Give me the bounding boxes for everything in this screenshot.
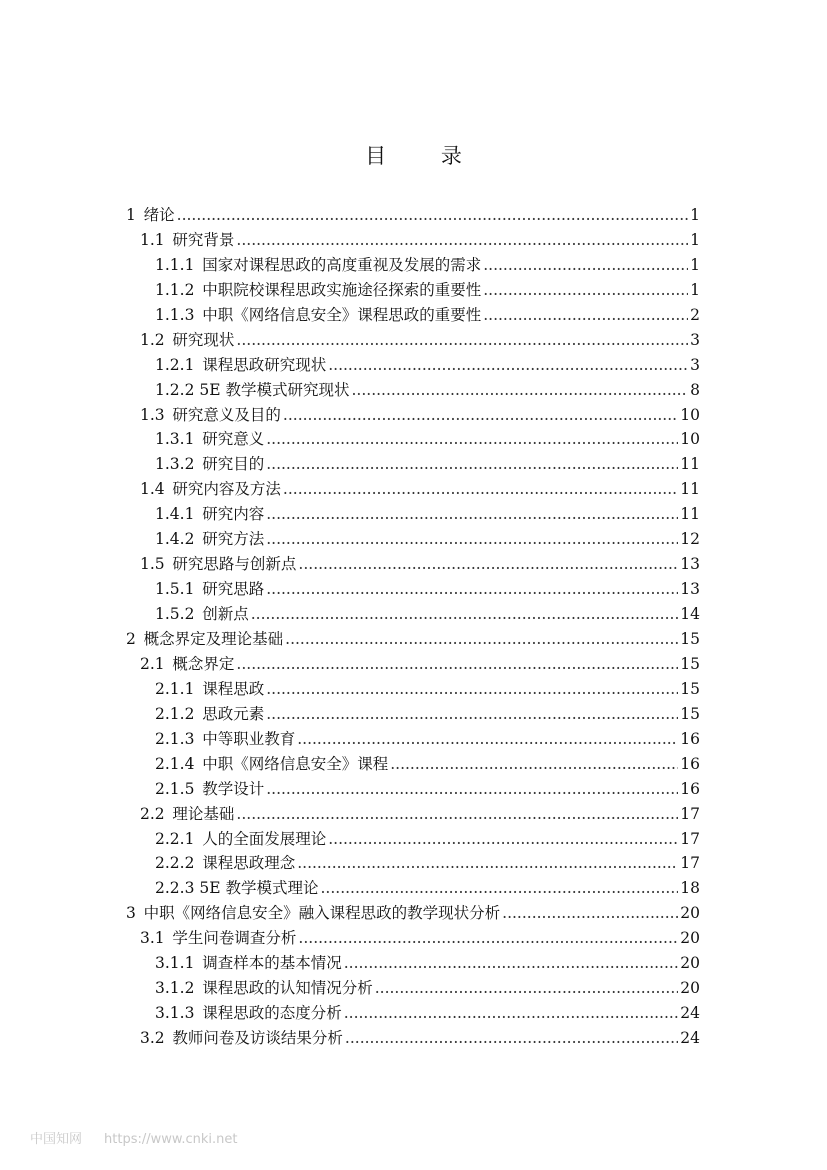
toc-entry[interactable] <box>155 577 700 599</box>
toc-entry-number: 1.4.2 <box>155 530 195 548</box>
toc-entry-number: 1.3 <box>140 406 165 424</box>
toc-entry-title: 人的全面发展理论 <box>202 830 327 848</box>
dot-leader <box>266 704 678 724</box>
dot-leader <box>266 779 678 799</box>
toc-entry[interactable] <box>140 802 700 824</box>
toc-entry-number: 1.2.2 <box>155 381 195 399</box>
toc-entry-title: 中职《网络信息安全》课程 <box>202 755 389 773</box>
toc-entry-page: 10 <box>680 406 700 424</box>
toc-entry-page: 11 <box>680 480 700 498</box>
toc-entry-number: 2 <box>126 630 136 648</box>
dot-leader <box>344 953 679 973</box>
toc-entry-title: 研究方法 <box>202 530 265 548</box>
toc-entry[interactable] <box>155 951 700 973</box>
dot-leader <box>298 554 678 574</box>
dot-leader <box>266 579 678 599</box>
toc-entry-page: 15 <box>680 705 700 723</box>
toc-entry-title: 中等职业教育 <box>202 730 296 748</box>
toc-entry-number: 2.1.3 <box>155 730 195 748</box>
dot-leader <box>236 654 678 674</box>
toc-entry-title: 概念界定 <box>172 655 235 673</box>
toc-entry-title: 5E 教学模式理论 <box>199 879 319 897</box>
toc-entry[interactable] <box>155 378 700 400</box>
toc-entry-number: 3.1.3 <box>155 1004 195 1022</box>
dot-leader <box>266 679 678 699</box>
toc-entry-number: 2.2.2 <box>155 854 195 872</box>
toc-entry[interactable] <box>126 203 700 225</box>
toc-entry-title: 理论基础 <box>172 805 235 823</box>
toc-entry-page: 17 <box>680 805 700 823</box>
toc-entry[interactable] <box>140 477 700 499</box>
toc-entry-page: 1 <box>690 256 700 274</box>
toc-entry-title: 研究意义 <box>202 430 265 448</box>
dot-leader <box>297 853 678 873</box>
toc-entry-number: 1.3.2 <box>155 455 195 473</box>
toc-entry[interactable] <box>140 403 700 425</box>
toc-entry[interactable] <box>155 777 700 799</box>
toc-entry-page: 1 <box>690 281 700 299</box>
toc-entry[interactable] <box>155 278 700 300</box>
toc-entry-number: 2.1.4 <box>155 755 195 773</box>
toc-entry-title: 研究现状 <box>172 331 235 349</box>
toc-entry-page: 15 <box>680 680 700 698</box>
toc-entry-page: 1 <box>690 206 700 224</box>
toc-entry-number: 2.1 <box>140 655 165 673</box>
toc-entry-page: 20 <box>680 929 700 947</box>
toc-entry-number: 1.1.1 <box>155 256 195 274</box>
toc-entry[interactable] <box>155 827 700 849</box>
toc-entry-page: 13 <box>680 555 700 573</box>
toc-entry[interactable] <box>155 876 700 898</box>
dot-leader <box>328 829 678 849</box>
toc-entry[interactable] <box>155 353 700 375</box>
toc-entry[interactable] <box>155 527 700 549</box>
toc-entry-page: 16 <box>680 730 700 748</box>
toc-entry-page: 24 <box>680 1029 700 1047</box>
toc-entry-page: 12 <box>680 530 700 548</box>
dot-leader <box>266 454 678 474</box>
page-title: 目 录 <box>365 144 486 168</box>
toc-entry-number: 3.1.2 <box>155 979 195 997</box>
toc-entry-page: 10 <box>680 430 700 448</box>
toc-entry-number: 1.2 <box>140 331 165 349</box>
toc-entry-page: 3 <box>690 331 700 349</box>
toc-entry[interactable] <box>155 602 700 624</box>
toc-entry[interactable] <box>140 328 700 350</box>
toc-entry[interactable] <box>155 851 700 873</box>
toc-entry[interactable] <box>140 926 700 948</box>
dot-leader <box>321 878 679 898</box>
dot-leader <box>297 729 678 749</box>
dot-leader <box>283 479 678 499</box>
toc-entry-title: 教师问卷及访谈结果分析 <box>172 1029 343 1047</box>
toc-entry[interactable] <box>155 502 700 524</box>
toc-entry-title: 研究思路 <box>202 580 265 598</box>
toc-entry-page: 17 <box>680 830 700 848</box>
toc-entry[interactable] <box>140 552 700 574</box>
toc-entry-page: 15 <box>680 630 700 648</box>
toc-entry-page: 20 <box>680 979 700 997</box>
toc-entry-page: 8 <box>690 381 700 399</box>
toc-entry-number: 1.1 <box>140 231 165 249</box>
toc-entry-page: 24 <box>680 1004 700 1022</box>
toc-entry-number: 3.2 <box>140 1029 165 1047</box>
toc-entry-page: 3 <box>690 356 700 374</box>
toc-entry-title: 中职院校课程思政实施途径探索的重要性 <box>202 281 482 299</box>
toc-entry-page: 20 <box>680 954 700 972</box>
toc-entry-page: 20 <box>680 904 700 922</box>
toc-entry-title: 课程思政理念 <box>202 854 296 872</box>
toc-entry-title: 课程思政 <box>202 680 265 698</box>
toc-entry-number: 1 <box>126 206 136 224</box>
dot-leader <box>502 903 678 923</box>
toc-entry-number: 1.3.1 <box>155 430 195 448</box>
toc-entry-number: 2.2.1 <box>155 830 195 848</box>
dot-leader <box>177 205 688 225</box>
dot-leader <box>236 804 678 824</box>
toc-entry[interactable] <box>155 976 700 998</box>
toc-entry-title: 国家对课程思政的高度重视及发展的需求 <box>202 256 482 274</box>
toc-entry-page: 2 <box>690 306 700 324</box>
dot-leader <box>483 280 688 300</box>
toc-entry-number: 2.2 <box>140 805 165 823</box>
watermark <box>30 1128 259 1147</box>
toc-entry-number: 1.1.3 <box>155 306 195 324</box>
dot-leader <box>266 429 678 449</box>
toc-entry-number: 2.1.1 <box>155 680 195 698</box>
toc-entry[interactable] <box>126 627 700 649</box>
toc-entry[interactable] <box>155 427 700 449</box>
toc-entry-title: 创新点 <box>202 605 249 623</box>
toc-entry-page: 11 <box>680 505 700 523</box>
watermark-url: https://www.cnki.net <box>104 1132 238 1147</box>
dot-leader <box>483 305 688 325</box>
toc-entry-title: 中职《网络信息安全》融入课程思政的教学现状分析 <box>143 904 501 922</box>
toc-entry-number: 3.1 <box>140 929 165 947</box>
toc-entry-title: 学生问卷调查分析 <box>172 929 297 947</box>
toc-entry-title: 教学设计 <box>202 780 265 798</box>
toc-entry[interactable] <box>155 1001 700 1023</box>
toc-entry-number: 1.5.2 <box>155 605 195 623</box>
toc-entry[interactable] <box>140 228 700 250</box>
toc-entry-number: 1.5.1 <box>155 580 195 598</box>
toc-entry[interactable] <box>155 677 700 699</box>
dot-leader <box>352 380 689 400</box>
toc-entry-number: 1.1.2 <box>155 281 195 299</box>
dot-leader <box>390 754 678 774</box>
toc-entry-number: 2.1.2 <box>155 705 195 723</box>
toc-entry-number: 2.1.5 <box>155 780 195 798</box>
toc-entry-title: 研究内容及方法 <box>172 480 281 498</box>
toc-entry-number: 1.5 <box>140 555 165 573</box>
toc-entry-title: 课程思政研究现状 <box>202 356 327 374</box>
toc-entry-title: 思政元素 <box>202 705 265 723</box>
toc-entry-title: 调查样本的基本情况 <box>202 954 342 972</box>
toc-entry-title: 研究背景 <box>172 231 235 249</box>
toc-entry-page: 13 <box>680 580 700 598</box>
toc-entry-title: 研究目的 <box>202 455 265 473</box>
dot-leader <box>236 330 688 350</box>
dot-leader <box>328 355 688 375</box>
toc-entry-page: 15 <box>680 655 700 673</box>
dot-leader <box>285 629 678 649</box>
toc-entry-number: 1.4 <box>140 480 165 498</box>
toc-entry-page: 1 <box>690 231 700 249</box>
dot-leader <box>236 230 688 250</box>
toc-entry-number: 1.4.1 <box>155 505 195 523</box>
toc-entry-title: 研究内容 <box>202 505 265 523</box>
toc-entry[interactable] <box>155 303 700 325</box>
toc-entry[interactable] <box>140 652 700 674</box>
dot-leader <box>345 1028 678 1048</box>
toc-entry-title: 绪论 <box>143 206 175 224</box>
toc-entry[interactable] <box>155 452 700 474</box>
dot-leader <box>483 255 688 275</box>
toc-entry[interactable] <box>140 1026 700 1048</box>
toc-entry-title: 课程思政的认知情况分析 <box>202 979 373 997</box>
dot-leader <box>344 1003 679 1023</box>
toc-entry-title: 5E 教学模式研究现状 <box>199 381 350 399</box>
toc-entry[interactable] <box>155 702 700 724</box>
toc-entry-page: 14 <box>680 605 700 623</box>
dot-leader <box>375 978 679 998</box>
toc-entry-title: 课程思政的态度分析 <box>202 1004 342 1022</box>
toc-entry-title: 研究意义及目的 <box>172 406 281 424</box>
toc-entry[interactable] <box>155 752 700 774</box>
toc-entry-page: 16 <box>680 780 700 798</box>
dot-leader <box>251 604 679 624</box>
toc-entry-number: 3.1.1 <box>155 954 195 972</box>
toc-entry[interactable] <box>126 901 700 923</box>
toc-entry-number: 2.2.3 <box>155 879 195 897</box>
toc-entry-number: 3 <box>126 904 136 922</box>
dot-leader <box>283 405 678 425</box>
toc-entry-page: 17 <box>680 854 700 872</box>
toc-entry[interactable] <box>155 253 700 275</box>
toc-entry-page: 18 <box>680 879 700 897</box>
toc-entry-title: 概念界定及理论基础 <box>143 630 284 648</box>
watermark-site-name: 中国知网 <box>30 1132 83 1147</box>
toc-entry-number: 1.2.1 <box>155 356 195 374</box>
toc-entry[interactable] <box>155 727 700 749</box>
toc-entry-page: 11 <box>680 455 700 473</box>
dot-leader <box>298 928 678 948</box>
toc-entry-page: 16 <box>680 755 700 773</box>
dot-leader <box>266 529 678 549</box>
dot-leader <box>266 504 678 524</box>
toc-entry-title: 研究思路与创新点 <box>172 555 297 573</box>
toc-entry-title: 中职《网络信息安全》课程思政的重要性 <box>202 306 482 324</box>
